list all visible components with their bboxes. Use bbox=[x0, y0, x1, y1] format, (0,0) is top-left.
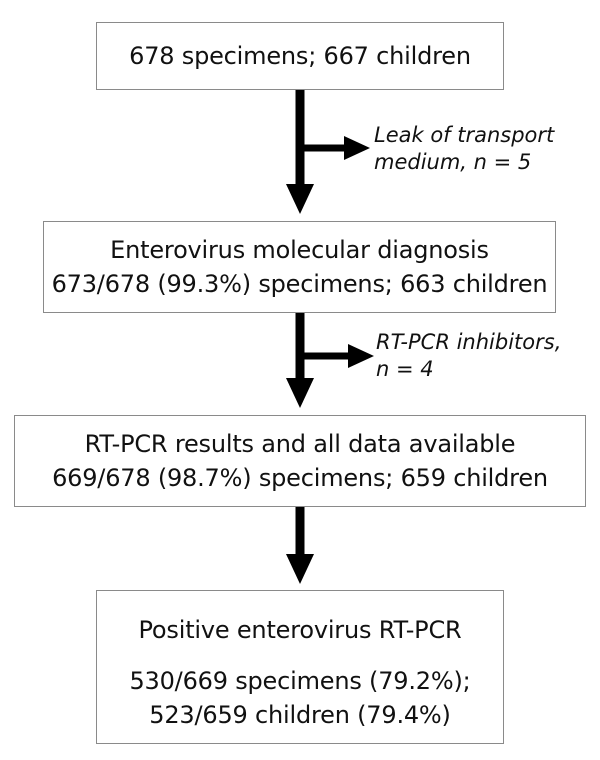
step-text: 673/678 (99.3%) specimens; 663 children bbox=[51, 270, 548, 298]
step-box-positive-rtpcr bbox=[96, 590, 504, 744]
step-title: Enterovirus molecular diagnosis bbox=[110, 236, 489, 264]
down-arrow-2 bbox=[286, 313, 314, 408]
step-text: 530/669 specimens (79.2%); bbox=[129, 667, 471, 695]
step-text: 523/659 children (79.4%) bbox=[149, 701, 451, 729]
step-text: 678 specimens; 667 children bbox=[129, 42, 471, 70]
exclusion-text: RT-PCR inhibitors, bbox=[376, 330, 562, 354]
exclusion-arrow-2 bbox=[300, 344, 374, 368]
exclusion-text: Leak of transport bbox=[374, 123, 555, 147]
down-arrow-1 bbox=[286, 90, 314, 214]
exclusion-note-leak bbox=[374, 122, 554, 176]
exclusion-note-inhibitors bbox=[376, 329, 561, 383]
down-arrow-3 bbox=[286, 507, 314, 584]
step-title: Positive enterovirus RT-PCR bbox=[138, 616, 462, 644]
exclusion-arrow-1 bbox=[300, 136, 370, 160]
step-text: 669/678 (98.7%) specimens; 659 children bbox=[52, 464, 548, 492]
step-box-molecular-diagnosis bbox=[43, 221, 556, 313]
step-title: RT-PCR results and all data available bbox=[84, 430, 516, 458]
exclusion-text: n = 4 bbox=[376, 357, 434, 381]
step-box-rtpcr-results bbox=[14, 415, 586, 507]
exclusion-text: medium, n = 5 bbox=[374, 150, 532, 174]
step-box-total bbox=[96, 22, 504, 90]
